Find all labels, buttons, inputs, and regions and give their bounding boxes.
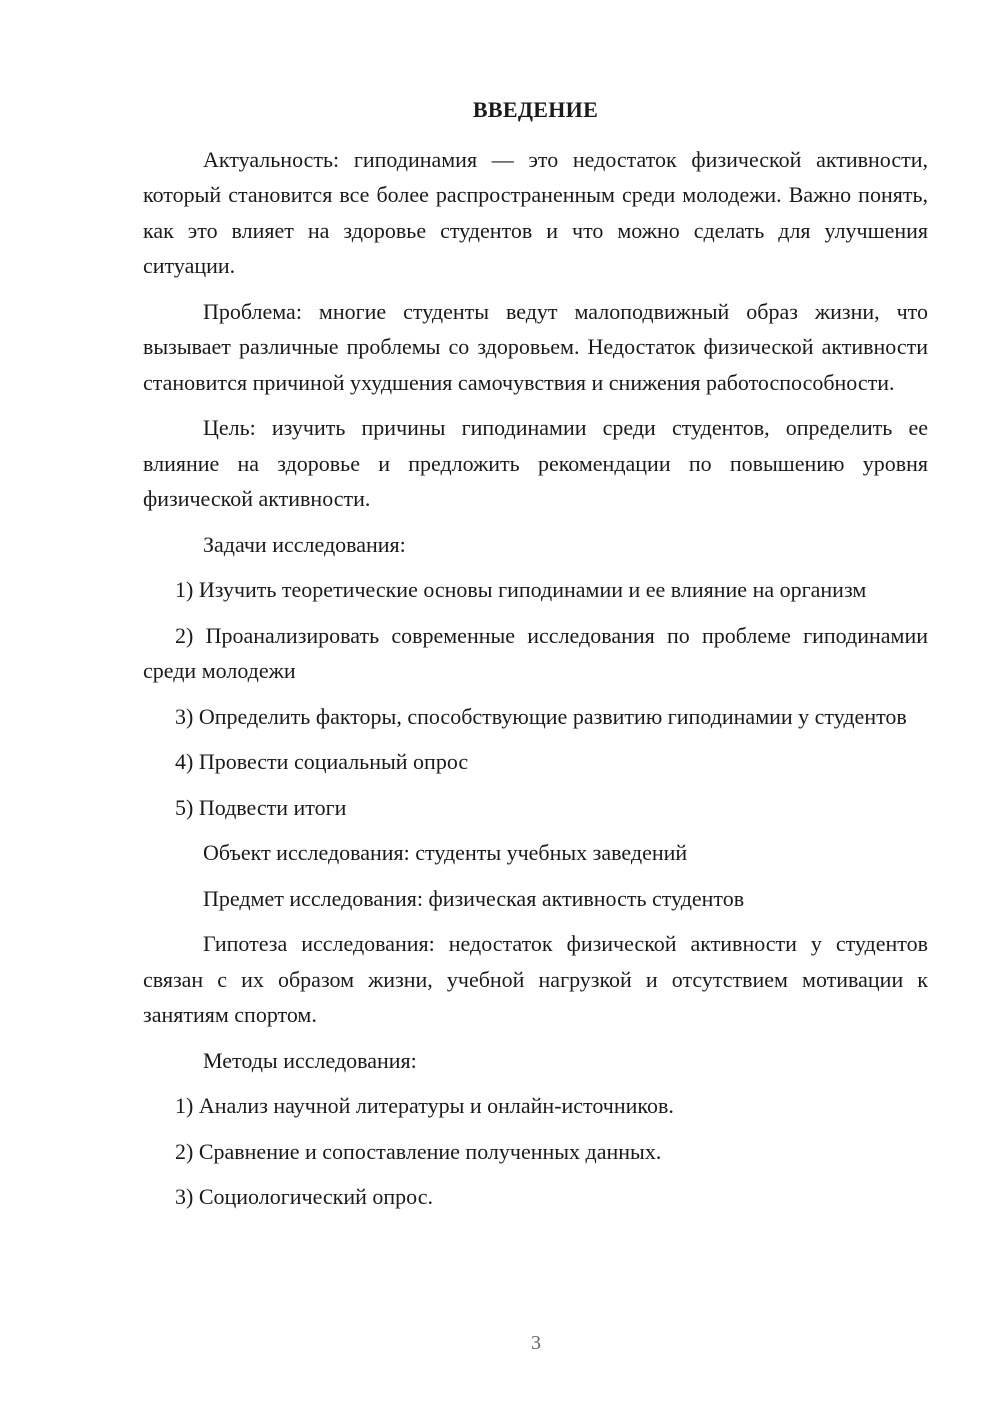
problem-paragraph: Проблема: многие студенты ведут малоподвижный образ жизни, что вызывает различные проблемы со здоровьем. Недостаток физической активности становится причиной ухудшения самочувствия и снижения работоспособности. — [143, 298, 928, 395]
task-item: 2) Проанализировать современные исследования по проблеме гиподинамии среди молодежи — [143, 622, 928, 683]
section-heading: ВВЕДЕНИЕ — [472, 97, 599, 122]
task-item: 1) Изучить теоретические основы гиподинамии и ее влияние на организм — [175, 577, 867, 602]
method-item: 2) Сравнение и сопоставление полученных данных. — [175, 1138, 662, 1164]
object-paragraph: Объект исследования: студенты учебных заведений — [203, 840, 688, 865]
task-item: 4) Провести социальный опрос — [175, 749, 469, 774]
method-item: 3) Социологический опрос. — [175, 1184, 433, 1209]
methods-title: Методы исследования: — [203, 1047, 417, 1073]
hypothesis-paragraph: Гипотеза исследования: недостаток физической активности у студентов связан с их образом жизни, учебной нагрузкой и отсутствием мотивации к занятиям спортом. — [143, 931, 928, 1027]
goal-paragraph: Цель: изучить причины гиподинамии среди студентов, определить ее влияние на здоровье и предложить рекомендации по повышению уровня физической активности. — [143, 415, 928, 511]
subject-paragraph: Предмет исследования: физическая активность студентов — [203, 885, 745, 911]
page-content — [143, 92, 928, 1225]
relevance-paragraph: Актуальность: гиподинамия — это недостаток физической активности, который становится все более распространенным среди молодежи. Важно понять, как это влияет на здоровье студентов и что можно сделать для улучшения ситуации. — [143, 146, 928, 278]
task-item: 3) Определить факторы, способствующие развитию гиподинамии у студентов — [175, 703, 907, 729]
task-item: 5) Подвести итоги — [175, 794, 347, 820]
page-number: 3 — [531, 1332, 541, 1354]
method-item: 1) Анализ научной литературы и онлайн-источников. — [175, 1093, 674, 1118]
tasks-title: Задачи исследования: — [203, 531, 406, 557]
